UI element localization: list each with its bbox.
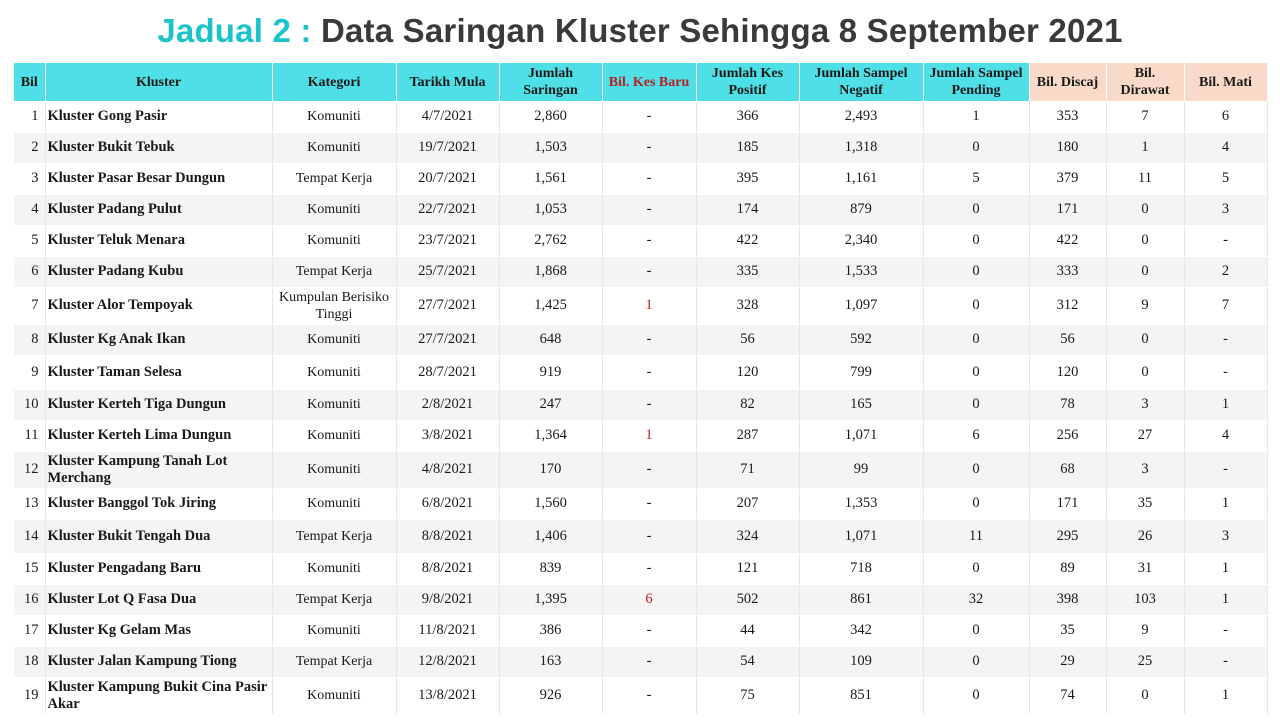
- cell-jumlah-sampel-negatif: 165: [799, 389, 923, 420]
- cell-jumlah-saringan: 1,364: [499, 420, 602, 451]
- cell-bil-discaj: 295: [1029, 519, 1106, 553]
- cell-bil-mati: 4: [1184, 420, 1267, 451]
- cell-jumlah-kes-positif: 502: [696, 584, 799, 615]
- cell-bil-dirawat: 9: [1106, 287, 1184, 324]
- cell-kluster: Kluster Kg Gelam Mas: [45, 615, 272, 646]
- cell-jumlah-sampel-negatif: 592: [799, 324, 923, 355]
- cell-kategori: Kumpulan Berisiko Tinggi: [272, 287, 396, 324]
- cell-tarikh-mula: 13/8/2021: [396, 677, 499, 714]
- cell-bil-dirawat: 31: [1106, 553, 1184, 584]
- cell-jumlah-sampel-pending: 0: [923, 615, 1029, 646]
- cell-bil-dirawat: 0: [1106, 225, 1184, 256]
- cell-tarikh-mula: 20/7/2021: [396, 163, 499, 194]
- cell-bil: 14: [14, 519, 45, 553]
- cell-bil-discaj: 398: [1029, 584, 1106, 615]
- cell-kategori: Tempat Kerja: [272, 163, 396, 194]
- cell-bil: 16: [14, 584, 45, 615]
- cell-kategori: Tempat Kerja: [272, 256, 396, 287]
- cell-bil-mati: 1: [1184, 677, 1267, 714]
- cell-bil: 11: [14, 420, 45, 451]
- cell-kluster: Kluster Kerteh Lima Dungun: [45, 420, 272, 451]
- cell-jumlah-saringan: 1,560: [499, 488, 602, 519]
- cell-bil-kes-baru: -: [602, 132, 696, 163]
- cell-kluster: Kluster Teluk Menara: [45, 225, 272, 256]
- header-jumlah-saringan: Jumlah Saringan: [499, 63, 602, 101]
- cell-bil-mati: -: [1184, 615, 1267, 646]
- cell-kluster: Kluster Pasar Besar Dungun: [45, 163, 272, 194]
- cell-kluster: Kluster Kerteh Tiga Dungun: [45, 389, 272, 420]
- cell-kluster: Kluster Taman Selesa: [45, 355, 272, 389]
- table-row: [14, 132, 1267, 163]
- cell-jumlah-kes-positif: 287: [696, 420, 799, 451]
- cell-bil-dirawat: 9: [1106, 615, 1184, 646]
- cell-jumlah-saringan: 1,395: [499, 584, 602, 615]
- cell-bil-mati: 1: [1184, 389, 1267, 420]
- cell-jumlah-kes-positif: 174: [696, 194, 799, 225]
- cell-jumlah-kes-positif: 71: [696, 451, 799, 488]
- header-kluster: Kluster: [45, 63, 272, 101]
- cell-jumlah-saringan: 919: [499, 355, 602, 389]
- cell-jumlah-saringan: 1,425: [499, 287, 602, 324]
- cell-tarikh-mula: 27/7/2021: [396, 287, 499, 324]
- table-row: [14, 287, 1267, 324]
- cell-jumlah-kes-positif: 335: [696, 256, 799, 287]
- cell-tarikh-mula: 27/7/2021: [396, 324, 499, 355]
- cell-jumlah-saringan: 1,868: [499, 256, 602, 287]
- cell-jumlah-saringan: 2,860: [499, 101, 602, 132]
- cell-bil-dirawat: 26: [1106, 519, 1184, 553]
- cell-bil: 8: [14, 324, 45, 355]
- cell-jumlah-sampel-negatif: 851: [799, 677, 923, 714]
- cell-bil-dirawat: 3: [1106, 451, 1184, 488]
- title-prefix: Jadual 2 :: [157, 12, 312, 49]
- cell-bil-mati: -: [1184, 324, 1267, 355]
- cell-jumlah-sampel-pending: 0: [923, 355, 1029, 389]
- cell-bil-discaj: 56: [1029, 324, 1106, 355]
- cell-kluster: Kluster Padang Kubu: [45, 256, 272, 287]
- cell-jumlah-sampel-negatif: 1,161: [799, 163, 923, 194]
- cell-bil-discaj: 120: [1029, 355, 1106, 389]
- cell-bil-mati: 1: [1184, 488, 1267, 519]
- cell-bil: 6: [14, 256, 45, 287]
- cell-bil-mati: 6: [1184, 101, 1267, 132]
- cell-bil-kes-baru: -: [602, 225, 696, 256]
- cell-jumlah-kes-positif: 121: [696, 553, 799, 584]
- cell-kategori: Tempat Kerja: [272, 584, 396, 615]
- table-row: [14, 615, 1267, 646]
- cell-bil: 9: [14, 355, 45, 389]
- cell-kluster: Kluster Gong Pasir: [45, 101, 272, 132]
- cell-tarikh-mula: 9/8/2021: [396, 584, 499, 615]
- cell-bil: 7: [14, 287, 45, 324]
- cell-bil-dirawat: 7: [1106, 101, 1184, 132]
- cell-bil-dirawat: 0: [1106, 355, 1184, 389]
- cell-jumlah-kes-positif: 328: [696, 287, 799, 324]
- page-title: [0, 0, 1280, 62]
- cell-bil-kes-baru: -: [602, 519, 696, 553]
- cell-jumlah-sampel-pending: 11: [923, 519, 1029, 553]
- cell-bil-dirawat: 25: [1106, 646, 1184, 677]
- cell-tarikh-mula: 2/8/2021: [396, 389, 499, 420]
- cell-jumlah-sampel-negatif: 99: [799, 451, 923, 488]
- cell-bil-dirawat: 0: [1106, 677, 1184, 714]
- cell-jumlah-kes-positif: 395: [696, 163, 799, 194]
- cell-jumlah-saringan: 1,561: [499, 163, 602, 194]
- header-bil-mati: Bil. Mati: [1184, 63, 1267, 101]
- table-row: [14, 646, 1267, 677]
- table-row: [14, 519, 1267, 553]
- table-row: [14, 553, 1267, 584]
- cell-jumlah-sampel-pending: 0: [923, 287, 1029, 324]
- cell-kategori: Komuniti: [272, 225, 396, 256]
- header-jumlah-sampel-pending: Jumlah Sampel Pending: [923, 63, 1029, 101]
- cell-bil: 3: [14, 163, 45, 194]
- cell-tarikh-mula: 4/8/2021: [396, 451, 499, 488]
- header-jumlah-sampel-negatif: Jumlah Sampel Negatif: [799, 63, 923, 101]
- cell-bil-discaj: 74: [1029, 677, 1106, 714]
- cell-jumlah-sampel-pending: 1: [923, 101, 1029, 132]
- cell-bil-kes-baru: -: [602, 553, 696, 584]
- cell-bil-dirawat: 3: [1106, 389, 1184, 420]
- cell-jumlah-sampel-negatif: 2,340: [799, 225, 923, 256]
- cell-jumlah-kes-positif: 44: [696, 615, 799, 646]
- cell-bil-mati: -: [1184, 646, 1267, 677]
- table-row: [14, 389, 1267, 420]
- cell-tarikh-mula: 11/8/2021: [396, 615, 499, 646]
- cell-kategori: Komuniti: [272, 355, 396, 389]
- cell-kategori: Komuniti: [272, 194, 396, 225]
- cell-bil-dirawat: 35: [1106, 488, 1184, 519]
- table-row: [14, 451, 1267, 488]
- cell-kluster: Kluster Jalan Kampung Tiong: [45, 646, 272, 677]
- cell-tarikh-mula: 22/7/2021: [396, 194, 499, 225]
- cell-tarikh-mula: 19/7/2021: [396, 132, 499, 163]
- cell-jumlah-saringan: 386: [499, 615, 602, 646]
- table-row: [14, 488, 1267, 519]
- cell-jumlah-saringan: 1,503: [499, 132, 602, 163]
- cell-kluster: Kluster Bukit Tebuk: [45, 132, 272, 163]
- cell-tarikh-mula: 8/8/2021: [396, 519, 499, 553]
- cell-kategori: Komuniti: [272, 488, 396, 519]
- cell-jumlah-saringan: 1,053: [499, 194, 602, 225]
- cell-bil-discaj: 68: [1029, 451, 1106, 488]
- cell-bil-kes-baru: -: [602, 677, 696, 714]
- cell-bil: 5: [14, 225, 45, 256]
- cell-bil-discaj: 333: [1029, 256, 1106, 287]
- header-bil: Bil: [14, 63, 45, 101]
- cell-bil-kes-baru: 1: [602, 420, 696, 451]
- cell-jumlah-saringan: 926: [499, 677, 602, 714]
- cell-bil-dirawat: 27: [1106, 420, 1184, 451]
- cell-kategori: Komuniti: [272, 553, 396, 584]
- cell-bil: 12: [14, 451, 45, 488]
- cell-jumlah-saringan: 170: [499, 451, 602, 488]
- header-bil-kes-baru: Bil. Kes Baru: [602, 63, 696, 101]
- cell-jumlah-sampel-negatif: 2,493: [799, 101, 923, 132]
- cell-kategori: Komuniti: [272, 389, 396, 420]
- cell-bil-discaj: 89: [1029, 553, 1106, 584]
- cell-kluster: Kluster Kampung Bukit Cina Pasir Akar: [45, 677, 272, 714]
- table-row: [14, 163, 1267, 194]
- cell-jumlah-sampel-pending: 6: [923, 420, 1029, 451]
- cell-bil-discaj: 422: [1029, 225, 1106, 256]
- cell-kluster: Kluster Pengadang Baru: [45, 553, 272, 584]
- cell-kategori: Komuniti: [272, 101, 396, 132]
- cell-kluster: Kluster Padang Pulut: [45, 194, 272, 225]
- cell-kategori: Tempat Kerja: [272, 519, 396, 553]
- cell-bil-kes-baru: -: [602, 646, 696, 677]
- cell-bil-discaj: 78: [1029, 389, 1106, 420]
- cell-bil-dirawat: 0: [1106, 194, 1184, 225]
- cell-bil: 15: [14, 553, 45, 584]
- cell-jumlah-sampel-pending: 32: [923, 584, 1029, 615]
- cell-jumlah-kes-positif: 82: [696, 389, 799, 420]
- header-bil-dirawat: Bil. Dirawat: [1106, 63, 1184, 101]
- cell-kluster: Kluster Alor Tempoyak: [45, 287, 272, 324]
- cell-jumlah-sampel-negatif: 109: [799, 646, 923, 677]
- cell-bil: 18: [14, 646, 45, 677]
- cell-bil: 17: [14, 615, 45, 646]
- cell-jumlah-sampel-negatif: 1,097: [799, 287, 923, 324]
- cell-bil-mati: 2: [1184, 256, 1267, 287]
- cell-bil: 2: [14, 132, 45, 163]
- cell-jumlah-sampel-negatif: 879: [799, 194, 923, 225]
- table-row: [14, 677, 1267, 714]
- cell-kategori: Komuniti: [272, 615, 396, 646]
- cell-kluster: Kluster Banggol Tok Jiring: [45, 488, 272, 519]
- cell-kluster: Kluster Lot Q Fasa Dua: [45, 584, 272, 615]
- cell-bil-mati: 4: [1184, 132, 1267, 163]
- cell-jumlah-sampel-negatif: 1,353: [799, 488, 923, 519]
- table-row: [14, 256, 1267, 287]
- cell-tarikh-mula: 4/7/2021: [396, 101, 499, 132]
- title-text: Data Saringan Kluster Sehingga 8 September 2021: [320, 12, 1123, 49]
- cell-jumlah-kes-positif: 185: [696, 132, 799, 163]
- cell-bil-discaj: 35: [1029, 615, 1106, 646]
- cell-bil: 19: [14, 677, 45, 714]
- cell-jumlah-sampel-pending: 0: [923, 324, 1029, 355]
- cell-bil-mati: 1: [1184, 584, 1267, 615]
- cell-bil-discaj: 171: [1029, 194, 1106, 225]
- cell-bil: 13: [14, 488, 45, 519]
- cell-tarikh-mula: 12/8/2021: [396, 646, 499, 677]
- cell-jumlah-saringan: 163: [499, 646, 602, 677]
- cell-jumlah-sampel-pending: 0: [923, 451, 1029, 488]
- cell-kategori: Komuniti: [272, 420, 396, 451]
- cell-jumlah-saringan: 1,406: [499, 519, 602, 553]
- cell-tarikh-mula: 23/7/2021: [396, 225, 499, 256]
- cell-bil-dirawat: 0: [1106, 324, 1184, 355]
- header-bil-discaj: Bil. Discaj: [1029, 63, 1106, 101]
- cell-bil-kes-baru: -: [602, 324, 696, 355]
- table-row: [14, 584, 1267, 615]
- cell-jumlah-sampel-negatif: 718: [799, 553, 923, 584]
- cell-bil-discaj: 256: [1029, 420, 1106, 451]
- cell-jumlah-sampel-pending: 0: [923, 488, 1029, 519]
- header-tarikh-mula: Tarikh Mula: [396, 63, 499, 101]
- cell-jumlah-sampel-negatif: 1,318: [799, 132, 923, 163]
- cell-bil-kes-baru: -: [602, 163, 696, 194]
- cell-bil-mati: -: [1184, 225, 1267, 256]
- header-kategori: Kategori: [272, 63, 396, 101]
- table-row: [14, 420, 1267, 451]
- cell-tarikh-mula: 25/7/2021: [396, 256, 499, 287]
- cell-bil-dirawat: 11: [1106, 163, 1184, 194]
- cell-jumlah-kes-positif: 422: [696, 225, 799, 256]
- cell-jumlah-sampel-pending: 0: [923, 553, 1029, 584]
- cell-kategori: Tempat Kerja: [272, 646, 396, 677]
- cell-kluster: Kluster Kg Anak Ikan: [45, 324, 272, 355]
- cell-bil-discaj: 379: [1029, 163, 1106, 194]
- cell-kategori: Komuniti: [272, 324, 396, 355]
- cell-jumlah-sampel-negatif: 1,071: [799, 420, 923, 451]
- cell-jumlah-sampel-pending: 0: [923, 194, 1029, 225]
- cell-bil: 1: [14, 101, 45, 132]
- cell-jumlah-sampel-pending: 0: [923, 646, 1029, 677]
- cell-bil-mati: -: [1184, 451, 1267, 488]
- cell-bil-dirawat: 1: [1106, 132, 1184, 163]
- cell-jumlah-sampel-negatif: 799: [799, 355, 923, 389]
- cell-kategori: Komuniti: [272, 451, 396, 488]
- cell-tarikh-mula: 6/8/2021: [396, 488, 499, 519]
- cell-jumlah-kes-positif: 207: [696, 488, 799, 519]
- cell-jumlah-kes-positif: 120: [696, 355, 799, 389]
- cell-jumlah-sampel-negatif: 1,071: [799, 519, 923, 553]
- cell-jumlah-saringan: 648: [499, 324, 602, 355]
- cell-jumlah-kes-positif: 56: [696, 324, 799, 355]
- cell-bil-kes-baru: -: [602, 101, 696, 132]
- cell-kategori: Komuniti: [272, 132, 396, 163]
- cell-bil-discaj: 312: [1029, 287, 1106, 324]
- cell-kluster: Kluster Kampung Tanah Lot Merchang: [45, 451, 272, 488]
- cell-jumlah-kes-positif: 366: [696, 101, 799, 132]
- table-row: [14, 101, 1267, 132]
- cell-jumlah-saringan: 839: [499, 553, 602, 584]
- cell-jumlah-kes-positif: 54: [696, 646, 799, 677]
- cell-jumlah-sampel-negatif: 861: [799, 584, 923, 615]
- cell-jumlah-sampel-pending: 0: [923, 225, 1029, 256]
- cell-bil-kes-baru: -: [602, 355, 696, 389]
- cell-tarikh-mula: 3/8/2021: [396, 420, 499, 451]
- table-header-row: [14, 63, 1267, 101]
- cell-bil-mati: 3: [1184, 519, 1267, 553]
- cell-bil-kes-baru: -: [602, 256, 696, 287]
- cell-jumlah-kes-positif: 324: [696, 519, 799, 553]
- cell-bil: 10: [14, 389, 45, 420]
- cell-jumlah-saringan: 2,762: [499, 225, 602, 256]
- cell-tarikh-mula: 28/7/2021: [396, 355, 499, 389]
- cell-bil-kes-baru: -: [602, 451, 696, 488]
- cell-bil-dirawat: 103: [1106, 584, 1184, 615]
- table-body: [14, 101, 1267, 714]
- cell-bil-kes-baru: 1: [602, 287, 696, 324]
- cell-jumlah-sampel-negatif: 342: [799, 615, 923, 646]
- cell-bil-kes-baru: -: [602, 194, 696, 225]
- cell-bil-mati: 7: [1184, 287, 1267, 324]
- cell-jumlah-kes-positif: 75: [696, 677, 799, 714]
- cell-bil-mati: 1: [1184, 553, 1267, 584]
- cell-bil-discaj: 29: [1029, 646, 1106, 677]
- cell-bil-discaj: 171: [1029, 488, 1106, 519]
- cell-jumlah-sampel-negatif: 1,533: [799, 256, 923, 287]
- cell-bil-kes-baru: -: [602, 389, 696, 420]
- cell-jumlah-saringan: 247: [499, 389, 602, 420]
- cell-jumlah-sampel-pending: 0: [923, 132, 1029, 163]
- header-jumlah-kes-positif: Jumlah Kes Positif: [696, 63, 799, 101]
- cell-jumlah-sampel-pending: 5: [923, 163, 1029, 194]
- cell-jumlah-sampel-pending: 0: [923, 256, 1029, 287]
- cell-bil: 4: [14, 194, 45, 225]
- table-row: [14, 324, 1267, 355]
- cell-bil-dirawat: 0: [1106, 256, 1184, 287]
- cell-jumlah-sampel-pending: 0: [923, 389, 1029, 420]
- cell-bil-mati: 5: [1184, 163, 1267, 194]
- cell-tarikh-mula: 8/8/2021: [396, 553, 499, 584]
- cell-bil-kes-baru: -: [602, 615, 696, 646]
- cell-bil-kes-baru: 6: [602, 584, 696, 615]
- cluster-table: [14, 63, 1268, 715]
- table-row: [14, 355, 1267, 389]
- table-row: [14, 194, 1267, 225]
- cell-bil-discaj: 353: [1029, 101, 1106, 132]
- cell-bil-discaj: 180: [1029, 132, 1106, 163]
- cell-bil-kes-baru: -: [602, 488, 696, 519]
- cell-jumlah-sampel-pending: 0: [923, 677, 1029, 714]
- cell-bil-mati: 3: [1184, 194, 1267, 225]
- cell-kluster: Kluster Bukit Tengah Dua: [45, 519, 272, 553]
- table-row: [14, 225, 1267, 256]
- cell-kategori: Komuniti: [272, 677, 396, 714]
- cell-bil-mati: -: [1184, 355, 1267, 389]
